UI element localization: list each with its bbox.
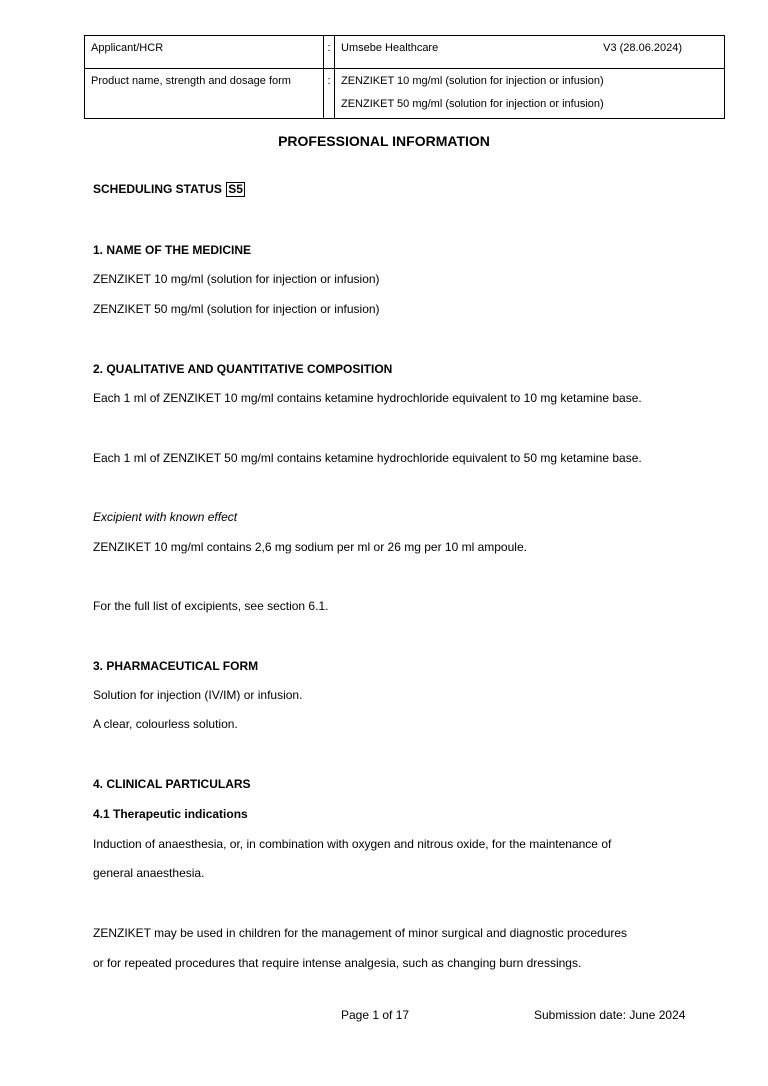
product-label: Product name, strength and dosage form: [85, 69, 324, 119]
section-3-line-2: A clear, colourless solution.: [93, 717, 238, 731]
section-2-para-1: Each 1 ml of ZENZIKET 10 mg/ml contains ketamine hydrochloride equivalent to 10 mg ketamine base.: [93, 391, 642, 405]
section-1-line-1: ZENZIKET 10 mg/ml (solution for injection or infusion): [93, 272, 380, 286]
section-1-line-2: ZENZIKET 50 mg/ml (solution for injection or infusion): [93, 302, 380, 316]
scheduling-status: [93, 182, 245, 197]
excipient-heading: Excipient with known effect: [93, 510, 238, 524]
section-2-para-2: Each 1 ml of ZENZIKET 50 mg/ml contains ketamine hydrochloride equivalent to 50 mg ketamine base.: [93, 451, 642, 465]
section-3-heading: 3. PHARMACEUTICAL FORM: [93, 659, 259, 673]
section-2-heading: 2. QUALITATIVE AND QUANTITATIVE COMPOSITION: [93, 362, 393, 376]
section-4-1-para-2-line-1: ZENZIKET may be used in children for the management of minor surgical and diagnostic procedures: [93, 926, 628, 940]
scheduling-value-badge: S5: [228, 182, 243, 196]
version-label: V3 (28.06.2024): [603, 42, 682, 54]
applicant-label: Applicant/HCR: [85, 36, 324, 69]
section-4-1-heading: 4.1 Therapeutic indications: [93, 807, 248, 821]
excipient-full-list: For the full list of excipients, see section 6.1.: [93, 599, 329, 613]
header-row-applicant: [85, 36, 725, 69]
excipient-text: ZENZIKET 10 mg/ml contains 2,6 mg sodium per ml or 26 mg per 10 ml ampoule.: [93, 540, 527, 554]
section-4-1-para-2-line-2: or for repeated procedures that require intense analgesia, such as changing burn dressings.: [93, 956, 582, 970]
product-line-1: ZENZIKET 10 mg/ml (solution for injection or infusion): [341, 75, 604, 87]
page-title: PROFESSIONAL INFORMATION: [278, 133, 490, 149]
colon-separator: :: [324, 69, 335, 119]
section-4-1-para-1-line-1: Induction of anaesthesia, or, in combination with oxygen and nitrous oxide, for the maintenance of: [93, 837, 612, 851]
section-4-heading: 4. CLINICAL PARTICULARS: [93, 777, 251, 791]
section-3-line-1: Solution for injection (IV/IM) or infusion.: [93, 688, 303, 702]
product-value-cell: [335, 69, 725, 119]
header-row-product: [85, 69, 725, 119]
footer-submission-date: Submission date: June 2024: [534, 1008, 686, 1022]
applicant-value: Umsebe Healthcare: [341, 42, 439, 54]
header-table: [84, 35, 725, 119]
section-1-heading: 1. NAME OF THE MEDICINE: [93, 243, 252, 257]
scheduling-label: SCHEDULING STATUS: [93, 182, 222, 196]
footer-page-number: Page 1 of 17: [341, 1008, 410, 1022]
section-4-1-para-1-line-2: general anaesthesia.: [93, 866, 205, 880]
colon-separator: :: [324, 36, 335, 69]
product-line-2: ZENZIKET 50 mg/ml (solution for injection or infusion): [341, 98, 604, 110]
applicant-value-cell: [335, 36, 725, 69]
